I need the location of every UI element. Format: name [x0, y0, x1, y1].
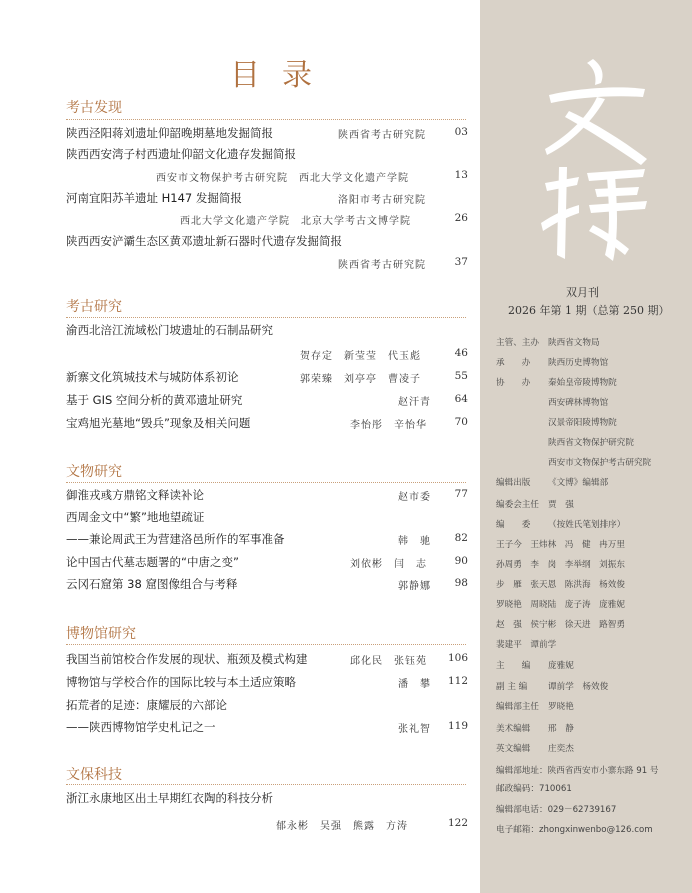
- entry-title[interactable]: 博物馆与学校合作的国际比较与本土适应策略: [66, 675, 296, 689]
- entry-title[interactable]: 御淮戎彧方鼎铭文释读补论: [66, 488, 204, 502]
- masthead-value: 王子今 王炜林 冯 健 冉万里: [496, 540, 625, 550]
- section-heading: 考古发现: [66, 100, 122, 116]
- masthead-row: [496, 356, 608, 368]
- entry-page: 64: [454, 393, 468, 405]
- entry-author: 陕西省考古研究院: [338, 130, 426, 141]
- entry-page: 13: [454, 169, 468, 181]
- section-divider: [66, 784, 466, 785]
- page-title: 目录: [230, 58, 334, 93]
- entry-title[interactable]: 拓荒者的足迹：康耀辰的六部论: [66, 698, 227, 712]
- entry-author: 郭荣臻 刘亭亭 曹凌子: [300, 374, 421, 385]
- masthead-label: 编辑部地址：: [496, 766, 548, 776]
- masthead-row: [496, 476, 608, 488]
- masthead-row: [496, 578, 625, 590]
- entry-page: 26: [454, 212, 468, 224]
- entry-title[interactable]: 云冈石窟第 38 窟图像组合与考释: [66, 577, 238, 591]
- masthead-value: 陕西省文物保护研究院: [548, 438, 634, 448]
- masthead-label: 美术编辑: [496, 724, 531, 734]
- masthead-label: 编辑部主任: [496, 702, 539, 712]
- masthead-value: 陕西历史博物馆: [548, 358, 609, 368]
- masthead-label: 编辑部电话：: [496, 805, 548, 815]
- masthead-row: [496, 336, 600, 348]
- masthead-value: 029－62739167: [547, 805, 617, 815]
- masthead-row: [496, 782, 572, 794]
- masthead-value: 西安碑林博物馆: [548, 398, 609, 408]
- entry-page: 70: [454, 416, 468, 428]
- masthead-label: 副 主 编: [496, 682, 528, 692]
- masthead-label: 电子邮箱：: [496, 825, 539, 835]
- entry-page: 90: [454, 555, 468, 567]
- entry-author: 韩 驰: [398, 536, 431, 547]
- journal-logo: [535, 55, 655, 265]
- entry-page: 03: [454, 126, 468, 138]
- entry-author: 刘依彬 闫 志: [350, 559, 427, 570]
- entry-page: 55: [454, 370, 468, 382]
- masthead-value: 谭前学 杨效俊: [548, 682, 609, 692]
- section-divider: [66, 119, 466, 120]
- masthead-row: [496, 803, 616, 815]
- entry-subtitle: ——兼论周武王为营建洛邑所作的军事准备: [66, 532, 285, 546]
- masthead-value: 步 雁 张天恩 陈洪海 杨效俊: [496, 580, 625, 590]
- masthead-row: [496, 742, 574, 754]
- section-divider: [66, 644, 466, 645]
- entry-page: 37: [454, 256, 468, 268]
- masthead-label: 主 编: [496, 661, 531, 671]
- entry-author: 贺存定 新莹莹 代玉彪: [300, 351, 421, 362]
- masthead-value: 庞雅妮: [548, 661, 574, 671]
- section-heading: 文保科技: [66, 767, 122, 783]
- entry-author: 西安市文物保护考古研究院 西北大学文化遗产学院: [156, 173, 409, 184]
- masthead-value: 陕西省文物局: [548, 338, 600, 348]
- masthead-row: [496, 538, 625, 550]
- section-divider: [66, 482, 466, 483]
- issue-number: 2026 年第 1 期（总第 250 期）: [508, 304, 670, 317]
- masthead-value: 裴建平 谭前学: [496, 640, 557, 650]
- masthead-label: 编委会主任: [496, 500, 539, 510]
- entry-author: 李怡彤 辛怡华: [350, 420, 427, 431]
- section-divider: [66, 317, 466, 318]
- entry-author: 邱化民 张钰苑: [350, 656, 427, 667]
- entry-author: 洛阳市考古研究院: [338, 195, 426, 206]
- entry-title[interactable]: 陕西西安浐灞生态区黄邓遗址新石器时代遗存发掘简报: [66, 234, 342, 248]
- section-heading: 考古研究: [66, 299, 122, 315]
- entry-title[interactable]: 河南宜阳苏羊遗址 H147 发掘简报: [66, 191, 242, 205]
- entry-author: 郁永彬 吴强 熊露 方涛: [276, 821, 408, 832]
- masthead-row: [496, 764, 659, 776]
- masthead-label: 编辑出版: [496, 478, 531, 488]
- section-heading: 博物馆研究: [66, 626, 136, 642]
- masthead-value: 庄奕杰: [548, 744, 574, 754]
- masthead-value: 邢 静: [548, 724, 574, 734]
- entry-page: 119: [448, 720, 469, 732]
- entry-page: 112: [448, 675, 469, 687]
- masthead-value: 西安市文物保护考古研究院: [548, 458, 652, 468]
- entry-author: 赵市委: [398, 492, 431, 503]
- masthead-row: [496, 638, 556, 650]
- masthead-value: 710061: [538, 784, 572, 794]
- masthead-row: [496, 700, 574, 712]
- entry-title[interactable]: 渝西北涪江流域松门坡遗址的石制品研究: [66, 323, 273, 337]
- entry-author: 陕西省考古研究院: [338, 260, 426, 271]
- entry-title[interactable]: 宝鸡旭光墓地“毁兵”现象及相关问题: [66, 416, 251, 430]
- masthead-label: 邮政编码：: [496, 784, 539, 794]
- masthead-row: [496, 618, 625, 630]
- entry-page: 106: [448, 652, 469, 664]
- masthead-row: [496, 823, 653, 835]
- masthead-row: [496, 498, 574, 510]
- masthead-row: [496, 598, 625, 610]
- masthead-row: [496, 680, 608, 692]
- entry-title[interactable]: 我国当前馆校合作发展的现状、瓶颈及模式构建: [66, 652, 308, 666]
- masthead-row: [496, 722, 574, 734]
- entry-page: 46: [454, 347, 468, 359]
- masthead-label: 承 办: [496, 358, 531, 368]
- masthead-value: 孙周勇 李 岗 李举纲 刘振东: [496, 560, 625, 570]
- entry-page: 82: [454, 532, 468, 544]
- entry-page: 77: [454, 488, 468, 500]
- masthead-row: [496, 558, 625, 570]
- masthead-value: 罗晓艳: [548, 702, 574, 712]
- masthead-value: （按姓氏笔划排序）: [548, 520, 626, 530]
- entry-title[interactable]: 新寨文化筑城技术与城防体系初论: [66, 370, 239, 384]
- masthead-value: 赵 强 侯宁彬 徐天进 路智勇: [496, 620, 625, 630]
- masthead-value: 《文博》编辑部: [548, 478, 609, 488]
- email-link[interactable]: zhongxinwenbo@126.com: [538, 825, 653, 835]
- masthead-row: [496, 376, 617, 388]
- masthead-value: 秦始皇帝陵博物院: [548, 378, 617, 388]
- entry-subtitle: ——陕西博物馆学史札记之一: [66, 720, 216, 734]
- entry-title[interactable]: 陕西西安湾子村西遗址仰韶文化遗存发掘简报: [66, 147, 296, 161]
- masthead-label: 英文编辑: [496, 744, 531, 754]
- masthead-row: [496, 518, 625, 530]
- masthead-label: 协 办: [496, 378, 531, 388]
- section-heading: 文物研究: [66, 464, 122, 480]
- masthead-label: 编 委: [496, 520, 531, 530]
- entry-page: 122: [448, 817, 469, 829]
- entry-title[interactable]: 基于 GIS 空间分析的黄邓遗址研究: [66, 393, 243, 407]
- entry-author: 潘 攀: [398, 679, 431, 690]
- masthead-row: [496, 659, 574, 671]
- masthead-label: 主管、主办: [496, 338, 539, 348]
- entry-title[interactable]: 浙江永康地区出土早期红衣陶的科技分析: [66, 791, 273, 805]
- entry-title[interactable]: 陕西泾阳蒋刘遗址仰韶晚期墓地发掘简报: [66, 126, 273, 140]
- masthead-value: 罗晓艳 周晓陆 庞子涛 庞雅妮: [496, 600, 625, 610]
- masthead-value: 陕西省西安市小寨东路 91 号: [547, 766, 659, 776]
- entry-author: 郭静娜: [398, 581, 431, 592]
- entry-author: 张礼智: [398, 724, 431, 735]
- entry-title[interactable]: 西周金文中“繁”地地望疏证: [66, 510, 205, 524]
- publication-frequency: 双月刊: [566, 286, 599, 299]
- entry-title[interactable]: 论中国古代墓志题署的“中唐之变”: [66, 555, 239, 569]
- masthead-value: 贾 强: [548, 500, 574, 510]
- entry-author: 西北大学文化遗产学院 北京大学考古文博学院: [180, 216, 411, 227]
- entry-page: 98: [454, 577, 468, 589]
- masthead-value: 汉景帝阳陵博物院: [548, 418, 617, 428]
- entry-author: 赵汗青: [398, 397, 431, 408]
